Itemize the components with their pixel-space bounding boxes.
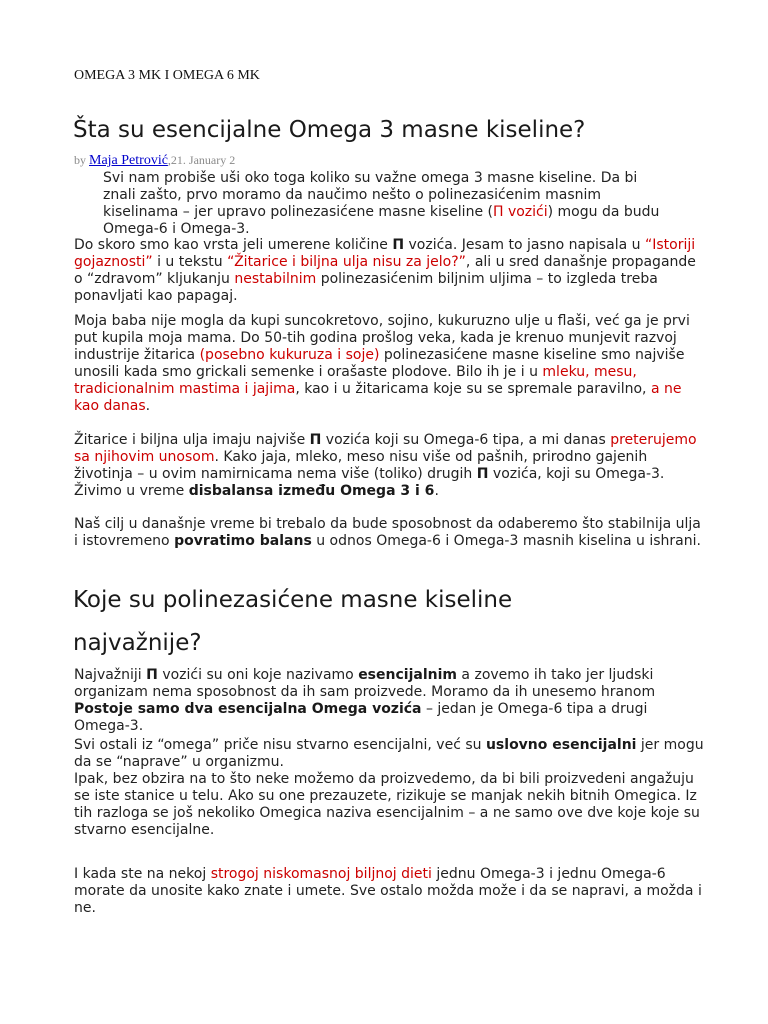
link-preterujemo[interactable]: preterujemo sa njihovim unosom [74,432,697,465]
publish-date: ,21. January 2 [167,153,236,167]
pi-symbol: Π [392,237,405,253]
p4-bold-balans: povratimo balans [174,533,312,549]
pi-symbol: Π [476,466,489,482]
byline [74,153,235,169]
paragraph-3 [74,432,704,500]
p3-text-3: . Kako jaja, mleko, meso nisu više od pašnih, prirodno gajenih životinja – u ovim namirnicama nema više (toliko) drugih [74,449,648,482]
paragraph-4 [74,516,704,550]
p4-text-1: Naš cilj u današnje vreme bi trebalo da bude sposobnost da odaberemo što stabilnija ulja i istovremeno [74,516,701,549]
p6-text-2: jer mogu da se “naprave” u organizmu. [74,737,704,770]
p1-text-2: vozića. Jesam to jasno napisala u [404,237,645,253]
link-kukuruz-soja[interactable]: (posebno kukuruza i soje) [199,347,380,363]
p3-text-4: vozića, koji su Omega-3. Živimo u vreme [74,466,665,499]
p1-text-4: , ali u sred današnje propagande o “zdravom” kljukanju [74,254,696,287]
p5-text-4: – jedan je Omega-6 tipa a drugi Omega-3. [74,701,648,734]
section-heading-line-1: Koje su polinezasićene masne kiseline [73,587,513,613]
document-header: OMEGA 3 MK I OMEGA 6 MK [74,68,260,83]
link-pi-vozici[interactable]: Π vozići [492,204,548,220]
link-stroga-dieta[interactable]: strogoj niskomasnoj biljnoj dieti [210,866,432,882]
link-istorija-gojaznosti[interactable]: “Istoriji gojaznosti” [74,237,696,270]
pi-symbol: Π [309,432,322,448]
intro-paragraph [103,170,663,238]
p2-text-4: . [145,398,151,414]
p7-text: Ipak, bez obzira na to što neke možemo da proizvedemo, da bi bili proizvedeni angažuju se iste stanice u telu. Ako su one prezauzete, rizikuje se manjak nekih bitnih Omegica. Iz tih razloga se još nekoliko Omegica naziva esencijalnim – a ne samo ove dve koje koje su stvarno esencijalne. [74,771,700,838]
paragraph-7 [74,771,704,839]
p3-text-2: vozića koji su Omega-6 tipa, a mi danas [321,432,611,448]
p5-bold-esencijalnim: esencijalnim [358,667,457,683]
author-link[interactable]: Maja Petrović [89,153,168,168]
p3-text-5: . [434,483,439,499]
p4-text-2: u odnos Omega-6 i Omega-3 masnih kiselina u ishrani. [311,533,701,549]
p2-text-2: polinezasićene masne kiseline smo najviše unosili kada smo grickali semenke i orašaste plodove. Bilo ih je i u [74,347,685,380]
pi-symbol: Π [146,667,158,683]
p5-text-1: Najvažniji [74,667,147,683]
paragraph-2 [74,313,704,415]
p8-text-2: jednu Omega-3 i jednu Omega-6 morate da unosite kako znate i umete. Sve ostalo možda može i da se napravi, a možda i ne. [74,866,702,916]
p5-text-3: a zovemo ih tako jer ljudski organizam nema sposobnost da ih sam proizvede. Moramo da ih unesemo hranom [74,667,656,700]
paragraph-6 [74,737,704,771]
p1-text-3: i u tekstu [152,254,228,270]
p3-bold-disbalans: disbalansa između Omega 3 i 6 [188,483,435,499]
link-mleko-meso[interactable]: mleku, mesu, tradicionalnim mastima i jajima [74,364,637,397]
p6-bold-uslovno: uslovno esencijalni [485,737,637,753]
section-heading-line-2: najvažnije? [73,630,202,656]
p6-text-1: Svi ostali iz “omega” priče nisu stvarno esencijalni, već su [74,737,486,753]
paragraph-8 [74,866,704,917]
p5-text-2: vozići su oni koje nazivamo [157,667,359,683]
p2-text-3: , kao i u žitaricama koje su se spremale paravilno, [295,381,651,397]
byline-prefix: by [74,153,89,167]
p1-text-5: polinezasićenim biljnim uljima – to izgleda treba ponavljati kao papagaj. [74,271,658,304]
p8-text-1: I kada ste na nekoj [74,866,211,882]
p1-text-1: Do skoro smo kao vrsta jeli umerene količine [74,237,393,253]
intro-text-2: ) mogu da budu Omega-6 i Omega-3. [103,204,660,237]
link-zitarice-ulja[interactable]: “Žitarice i biljna ulja nisu za jelo?” [227,254,466,270]
intro-text-1: Svi nam probiše uši oko toga koliko su važne omega 3 masne kiseline. Da bi znali zašto, prvo moramo da naučimo nešto o polinezasićenim masnim kiselinama – jer upravo polinezasićene masne kiseline ( [103,170,638,220]
link-nestabilnim[interactable]: nestabilnim [234,271,317,287]
paragraph-5 [74,667,704,735]
link-ne-kao-danas[interactable]: a ne kao danas [74,381,682,414]
article-title: Šta su esencijalne Omega 3 masne kiseline? [73,117,586,143]
p2-text-1: Moja baba nije mogla da kupi suncokretovo, sojino, kukuruzno ulje u flaši, već ga je prvi put kupila moja mama. Do 50-tih godina prošlog veka, kada je krenuo munjevit razvoj industrije žitarica [74,313,690,363]
p3-text-1: Žitarice i biljna ulja imaju najviše [74,432,310,448]
paragraph-1 [74,237,704,305]
p5-bold-postoje: Postoje samo dva esencijalna Omega vozića [74,701,422,717]
